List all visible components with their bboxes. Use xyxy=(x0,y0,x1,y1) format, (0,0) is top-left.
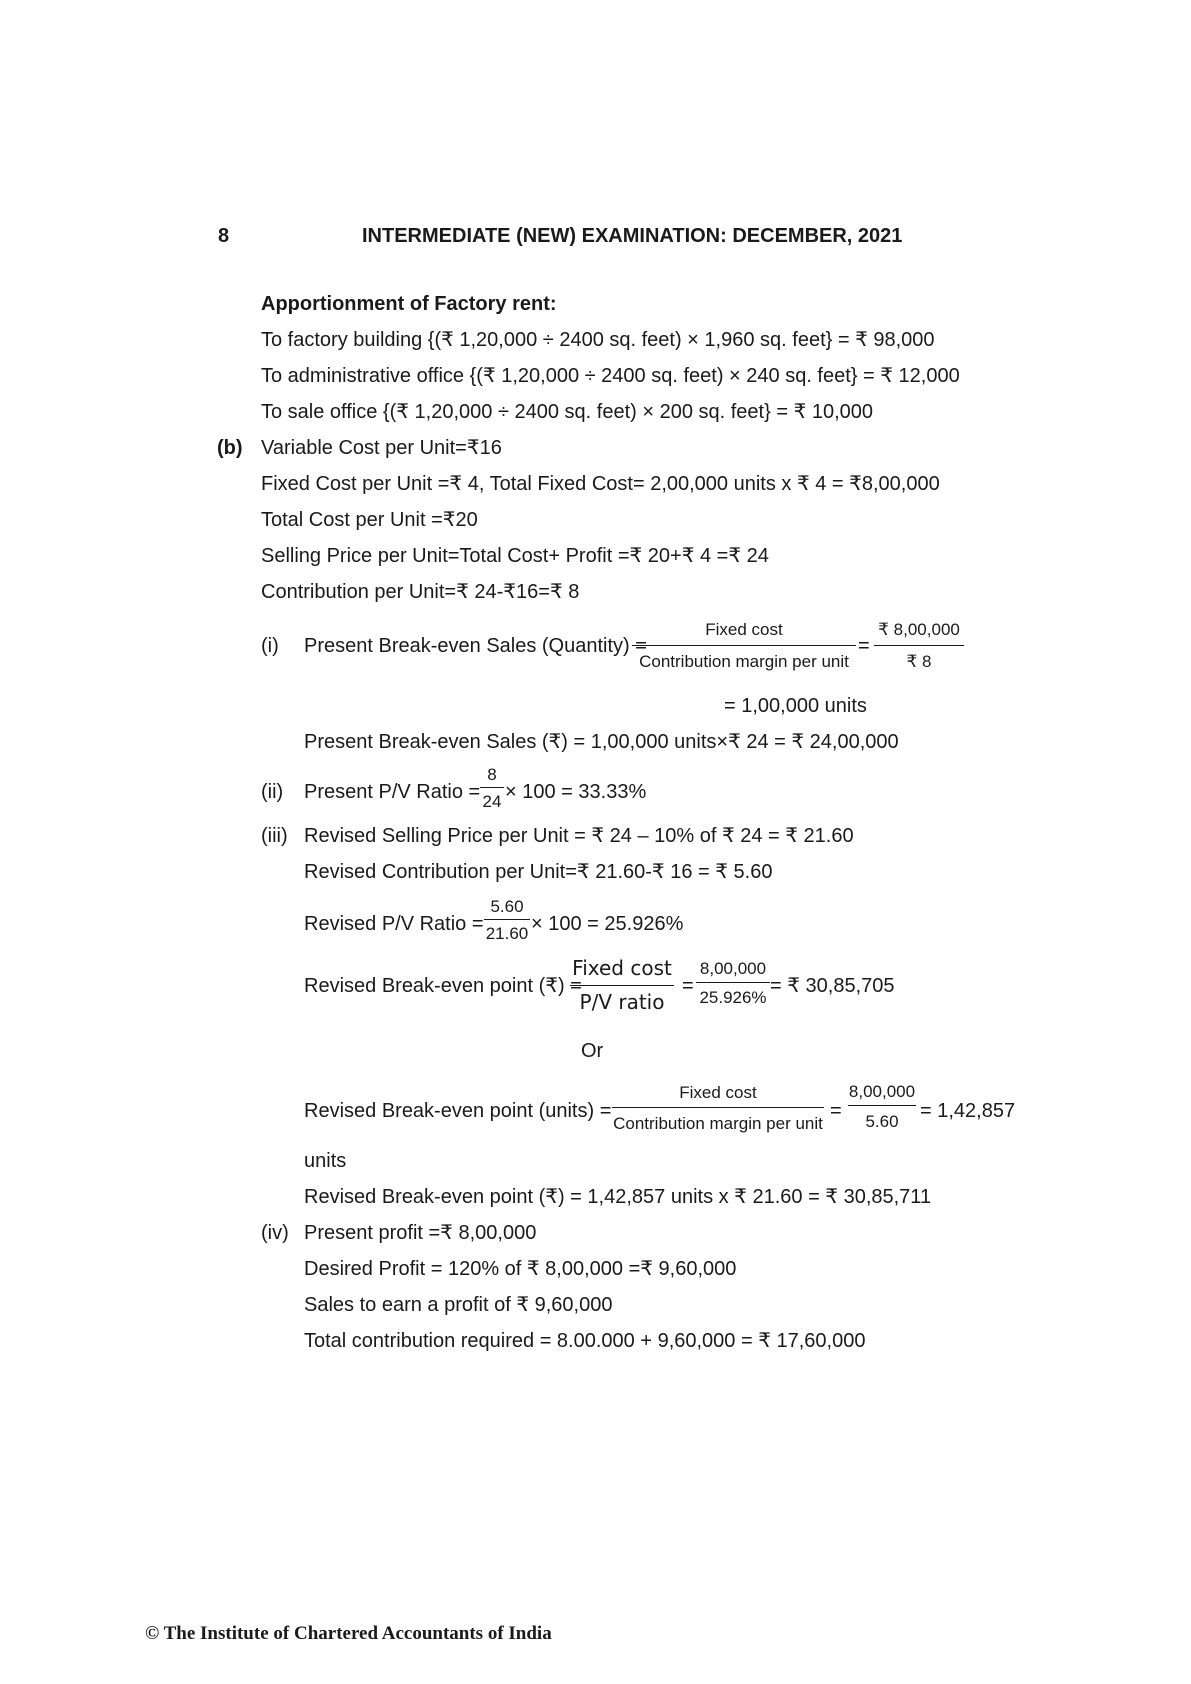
part-ii-label: (ii) xyxy=(261,781,284,803)
part-b-line: Variable Cost per Unit=₹16 xyxy=(261,437,502,459)
fraction-denominator: P/V ratio xyxy=(579,990,665,1014)
fraction-bar xyxy=(480,787,504,788)
apportionment-line: To administrative office {(₹ 1,20,000 ÷ 2400 sq. feet) × 240 sq. feet} = ₹ 12,000 xyxy=(261,365,960,387)
fraction-bar xyxy=(484,919,530,920)
part-b-line: Contribution per Unit=₹ 24-₹16=₹ 8 xyxy=(261,581,580,603)
revised-bep-text: Revised Break-even point (₹) = xyxy=(304,975,582,997)
part-iii-line: Revised Selling Price per Unit = ₹ 24 – 10% of ₹ 24 = ₹ 21.60 xyxy=(304,825,854,847)
part-b-line: Fixed Cost per Unit =₹ 4, Total Fixed Cost= 2,00,000 units x ₹ 4 = ₹8,00,000 xyxy=(261,473,940,495)
part-iv-line: Present profit =₹ 8,00,000 xyxy=(304,1222,537,1244)
revised-bep-units-result: = 1,42,857 xyxy=(920,1100,1016,1122)
fraction-bar xyxy=(874,645,964,646)
or-separator: Or xyxy=(581,1040,604,1062)
fraction-bar xyxy=(696,982,770,983)
part-b-line: Selling Price per Unit=Total Cost+ Profit =₹ 20+₹ 4 =₹ 24 xyxy=(261,545,769,567)
fraction-numerator: 8 xyxy=(487,765,497,784)
fraction-bar xyxy=(848,1105,916,1106)
equals-sign: = xyxy=(682,975,694,997)
part-i-text: Present Break-even Sales (Quantity) = xyxy=(304,635,647,657)
fraction-values xyxy=(874,618,964,678)
revised-bep-units-line: Revised Break-even point (₹) = 1,42,857 units x ₹ 21.60 = ₹ 30,85,711 xyxy=(304,1186,932,1208)
revised-pv-text: Revised P/V Ratio = xyxy=(304,913,484,935)
part-iii-label: (iii) xyxy=(261,825,288,847)
fraction-numerator: Fixed cost xyxy=(572,956,672,980)
fraction-denominator: 24 xyxy=(482,792,502,811)
revised-bep-result: = ₹ 30,85,705 xyxy=(770,975,895,997)
fraction-numerator: Fixed cost xyxy=(679,1083,757,1102)
fraction-8-over-24 xyxy=(480,764,504,816)
fraction-numerator: 8,00,000 xyxy=(848,1082,916,1101)
part-iv-line: Total contribution required = 8.00.000 + 9,60,000 = ₹ 17,60,000 xyxy=(304,1330,866,1352)
fraction-bar xyxy=(612,1107,824,1108)
part-ii-tail: × 100 = 33.33% xyxy=(505,781,647,803)
fraction-fixed-cost-over-pv xyxy=(570,956,674,1016)
fraction-bar xyxy=(570,985,674,986)
apportionment-line: To sale office {(₹ 1,20,000 ÷ 2400 sq. feet) × 200 sq. feet} = ₹ 10,000 xyxy=(261,401,874,423)
revised-bep-units-text: Revised Break-even point (units) = xyxy=(304,1100,612,1122)
part-b-line: Total Cost per Unit =₹20 xyxy=(261,509,478,531)
fraction-denominator: ₹ 8 xyxy=(906,652,932,671)
revised-pv-tail: × 100 = 25.926% xyxy=(531,913,684,935)
fraction-denominator: 21.60 xyxy=(485,924,529,943)
units-word: units xyxy=(304,1150,347,1172)
apportionment-heading: Apportionment of Factory rent: xyxy=(261,293,557,315)
fraction-fixed-cost-over-cm xyxy=(632,618,856,678)
fraction-units-fixed-cost-over-cm xyxy=(612,1082,824,1140)
fraction-numerator: 5.60 xyxy=(490,897,524,916)
fraction-denominator: Contribution margin per unit xyxy=(613,1114,823,1133)
apportionment-line: To factory building {(₹ 1,20,000 ÷ 2400 sq. feet) × 1,960 sq. feet} = ₹ 98,000 xyxy=(261,329,935,351)
part-i-sales-line: Present Break-even Sales (₹) = 1,00,000 units×₹ 24 = ₹ 24,00,000 xyxy=(304,731,899,753)
fraction-denominator: Contribution margin per unit xyxy=(639,652,849,671)
fraction-bar xyxy=(632,645,856,646)
fraction-numerator: ₹ 8,00,000 xyxy=(878,620,960,639)
part-iv-label: (iv) xyxy=(261,1222,289,1244)
part-iv-line: Desired Profit = 120% of ₹ 8,00,000 =₹ 9,60,000 xyxy=(304,1258,737,1280)
part-iv-line: Sales to earn a profit of ₹ 9,60,000 xyxy=(304,1294,613,1316)
fraction-numerator: 8,00,000 xyxy=(699,959,767,978)
footer-copyright: © The Institute of Chartered Accountants of India xyxy=(145,1623,552,1644)
part-iii-line: Revised Contribution per Unit=₹ 21.60-₹ 16 = ₹ 5.60 xyxy=(304,861,773,883)
fraction-denominator: 5.60 xyxy=(865,1112,899,1131)
page-number: 8 xyxy=(218,225,230,247)
equals-sign: = xyxy=(858,635,870,657)
equals-sign: = xyxy=(830,1100,842,1122)
part-b-label: (b) xyxy=(217,437,243,459)
fraction-numerator: Fixed cost xyxy=(705,620,783,639)
part-i-result: = 1,00,000 units xyxy=(724,695,867,717)
fraction-revised-pv xyxy=(484,896,530,948)
part-ii-text: Present P/V Ratio = xyxy=(304,781,481,803)
part-i-label: (i) xyxy=(261,635,279,657)
fraction-units-values xyxy=(848,1081,916,1137)
page-title: INTERMEDIATE (NEW) EXAMINATION: DECEMBER, 2021 xyxy=(362,225,903,247)
fraction-bep-values xyxy=(696,958,770,1012)
fraction-denominator: 25.926% xyxy=(699,988,767,1007)
